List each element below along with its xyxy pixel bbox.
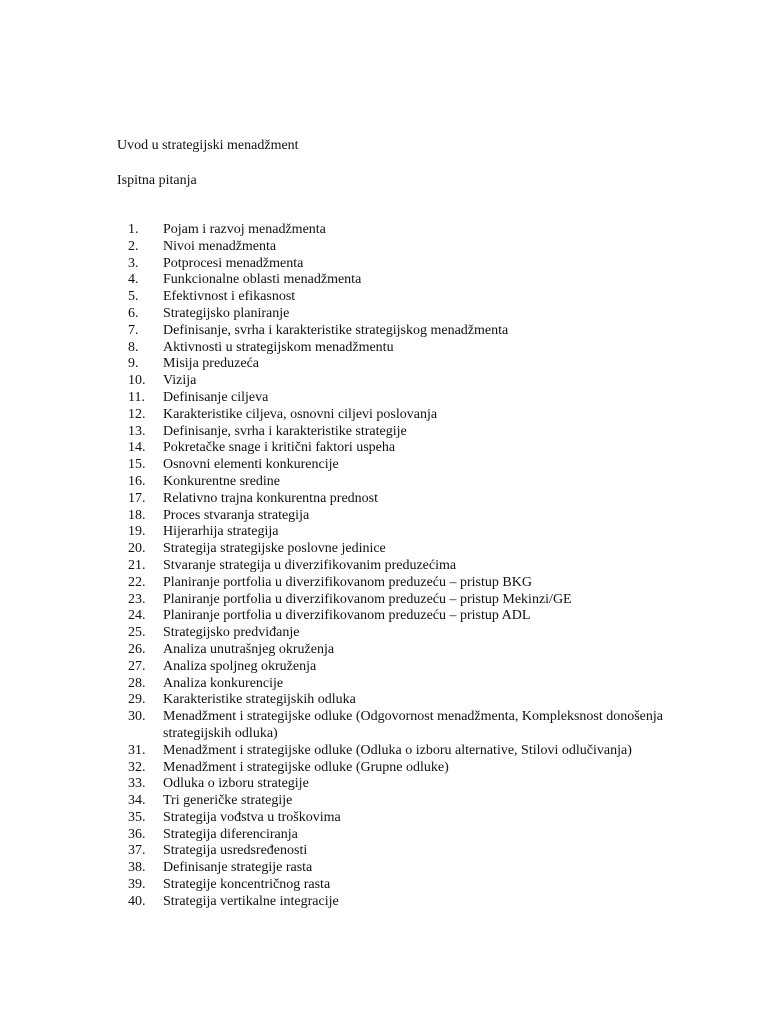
list-item-number: 40. <box>128 893 146 909</box>
list-item <box>128 793 668 810</box>
list-item-text: Analiza konkurencije <box>163 675 284 691</box>
list-item-text: Proces stvaranja strategija <box>163 507 310 523</box>
list-item-number: 6. <box>128 305 139 321</box>
list-item <box>128 390 668 407</box>
list-item-text: Relativno trajna konkurentna prednost <box>163 490 378 506</box>
list-item-text: Menadžment i strategijske odluke (Odgovornost menadžmenta, Kompleksnost donošenja strategijskih odluka) <box>163 709 664 741</box>
list-item-number: 30. <box>128 709 146 725</box>
list-item-number: 22. <box>128 574 146 590</box>
list-item <box>128 239 668 256</box>
list-item-text: Karakteristike ciljeva, osnovni ciljevi poslovanja <box>163 406 438 422</box>
list-item-number: 39. <box>128 877 146 893</box>
list-item-text: Planiranje portfolia u diverzifikovanom preduzeću – pristup BKG <box>163 574 532 590</box>
list-item-number: 2. <box>128 238 139 254</box>
list-item-text: Osnovni elementi konkurencije <box>163 457 339 473</box>
list-item <box>128 272 668 289</box>
list-item-text: Menadžment i strategijske odluke (Odluka o izboru alternative, Stilovi odlučivanja) <box>163 742 632 758</box>
list-item-text: Strategije koncentričnog rasta <box>163 877 331 893</box>
list-item <box>128 575 668 592</box>
list-item <box>128 340 668 357</box>
list-item <box>128 407 668 424</box>
list-item <box>128 760 668 777</box>
list-item <box>128 894 668 911</box>
list-item-text: Hijerarhija strategija <box>163 524 279 540</box>
list-item-number: 36. <box>128 826 146 842</box>
list-item-number: 15. <box>128 457 146 473</box>
list-item-text: Analiza unutrašnjeg okruženja <box>163 641 335 657</box>
list-item-number: 19. <box>128 524 146 540</box>
list-item-text: Pokretačke snage i kritični faktori uspeha <box>163 440 396 456</box>
list-item-number: 29. <box>128 692 146 708</box>
list-item <box>128 323 668 340</box>
list-item-text: Strategija diferenciranja <box>163 826 298 842</box>
list-item-text: Efektivnost i efikasnost <box>163 289 296 305</box>
list-item <box>128 457 668 474</box>
list-item-text: Konkurentne sredine <box>163 473 281 489</box>
list-item-text: Potprocesi menadžmenta <box>163 255 304 271</box>
list-item <box>128 558 668 575</box>
list-item-number: 13. <box>128 423 146 439</box>
list-item-number: 8. <box>128 339 139 355</box>
list-item-number: 27. <box>128 658 146 674</box>
list-item <box>128 474 668 491</box>
list-item-number: 32. <box>128 759 146 775</box>
list-item-number: 3. <box>128 255 139 271</box>
list-item-number: 12. <box>128 406 146 422</box>
list-item-text: Strategija vođstva u troškovima <box>163 809 341 825</box>
list-item <box>128 508 668 525</box>
list-item-text: Analiza spoljneg okruženja <box>163 658 317 674</box>
list-item-number: 28. <box>128 675 146 691</box>
list-item-text: Aktivnosti u strategijskom menadžmentu <box>163 339 394 355</box>
list-item-text: Vizija <box>163 373 197 389</box>
list-item-text: Tri generičke strategije <box>163 793 293 809</box>
list-item-text: Strategijsko planiranje <box>163 305 290 321</box>
document-subtitle: Ispitna pitanja <box>117 173 197 188</box>
list-item-number: 34. <box>128 793 146 809</box>
list-item-text: Karakteristike strategijskih odluka <box>163 692 356 708</box>
list-item <box>128 440 668 457</box>
list-item-text: Funkcionalne oblasti menadžmenta <box>163 272 362 288</box>
list-item <box>128 659 668 676</box>
list-item-number: 16. <box>128 473 146 489</box>
list-item <box>128 776 668 793</box>
list-item <box>128 289 668 306</box>
list-item-text: Pojam i razvoj menadžmenta <box>163 222 326 237</box>
list-item-number: 25. <box>128 625 146 641</box>
list-item <box>128 592 668 609</box>
list-item-text: Definisanje ciljeva <box>163 389 269 405</box>
list-item-number: 18. <box>128 507 146 523</box>
list-item <box>128 222 668 239</box>
list-item <box>128 625 668 642</box>
list-item <box>128 709 668 743</box>
list-item-number: 11. <box>128 389 145 405</box>
list-item <box>128 743 668 760</box>
list-item <box>128 827 668 844</box>
list-item-number: 20. <box>128 541 146 557</box>
list-item-number: 4. <box>128 272 139 288</box>
list-item <box>128 692 668 709</box>
list-item-number: 31. <box>128 742 146 758</box>
list-item-number: 37. <box>128 843 146 859</box>
list-item-number: 14. <box>128 440 146 456</box>
list-item-text: Definisanje strategije rasta <box>163 860 313 876</box>
list-item <box>128 491 668 508</box>
list-item <box>128 843 668 860</box>
list-item-text: Strategija usredsređenosti <box>163 843 308 859</box>
list-item <box>128 877 668 894</box>
list-item-text: Strategija vertikalne integracije <box>163 893 339 909</box>
list-item-number: 26. <box>128 641 146 657</box>
list-item <box>128 860 668 877</box>
list-item-number: 17. <box>128 490 146 506</box>
list-item <box>128 676 668 693</box>
list-item <box>128 256 668 273</box>
list-item-number: 23. <box>128 591 146 607</box>
list-item-text: Planiranje portfolia u diverzifikovanom preduzeću – pristup ADL <box>163 608 531 624</box>
list-item-text: Odluka o izboru strategije <box>163 776 309 792</box>
list-item <box>128 306 668 323</box>
question-list <box>128 222 668 911</box>
list-item-text: Strategijsko predviđanje <box>163 625 300 641</box>
list-item-text: Misija preduzeća <box>163 356 260 372</box>
list-item <box>128 373 668 390</box>
list-item-text: Definisanje, svrha i karakteristike strategijskog menadžmenta <box>163 322 509 338</box>
list-item <box>128 424 668 441</box>
list-item-text: Planiranje portfolia u diverzifikovanom preduzeću – pristup Mekinzi/GE <box>163 591 572 607</box>
list-item-number: 24. <box>128 608 146 624</box>
list-item <box>128 642 668 659</box>
list-item-text: Strategija strategijske poslovne jedinice <box>163 541 386 557</box>
list-item-number: 33. <box>128 776 146 792</box>
list-item <box>128 810 668 827</box>
list-item-number: 21. <box>128 557 146 573</box>
list-item <box>128 356 668 373</box>
list-item <box>128 541 668 558</box>
list-item-text: Stvaranje strategija u diverzifikovanim preduzećima <box>163 557 457 573</box>
list-item-number: 1. <box>128 222 139 237</box>
list-item-number: 9. <box>128 356 139 372</box>
list-item-number: 7. <box>128 322 139 338</box>
document-title: Uvod u strategijski menadžment <box>117 138 299 153</box>
list-item-number: 38. <box>128 860 146 876</box>
list-item <box>128 524 668 541</box>
list-item-text: Nivoi menadžmenta <box>163 238 277 254</box>
list-item <box>128 608 668 625</box>
list-item-number: 5. <box>128 289 139 305</box>
list-item-text: Menadžment i strategijske odluke (Grupne odluke) <box>163 759 449 775</box>
list-item-number: 35. <box>128 809 146 825</box>
list-item-number: 10. <box>128 373 146 389</box>
list-item-text: Definisanje, svrha i karakteristike strategije <box>163 423 407 439</box>
